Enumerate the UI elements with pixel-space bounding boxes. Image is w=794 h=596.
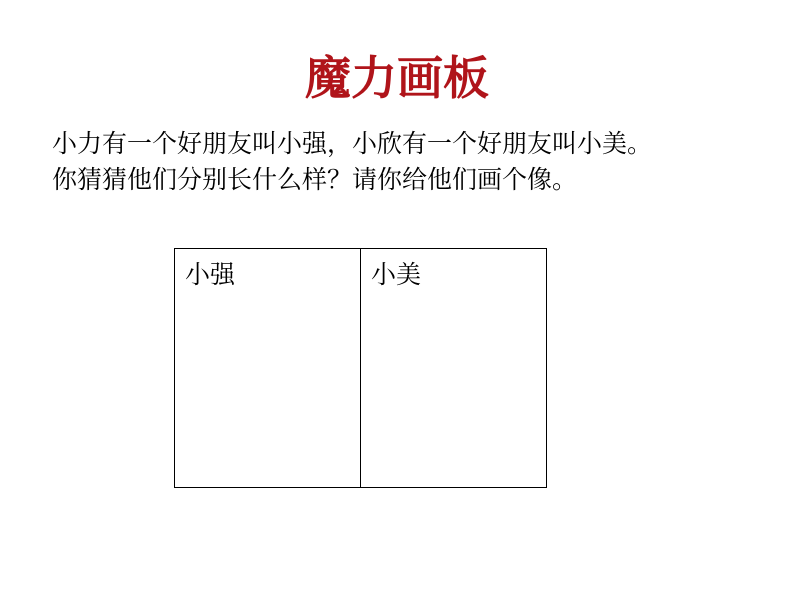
cell-label-xiaoqiang: 小强 — [185, 260, 236, 289]
drawing-cell-xiaoqiang[interactable] — [175, 249, 360, 487]
cell-label-xiaomei: 小美 — [371, 260, 422, 289]
instruction-line-2: 你猜猜他们分别长什么样？请你给他们画个像。 — [52, 165, 578, 194]
instruction-line-1: 小力有一个好朋友叫小强，小欣有一个好朋友叫小美。 — [52, 129, 653, 158]
instruction-paragraph — [52, 126, 788, 198]
slide-title: 魔力画板 — [305, 51, 489, 105]
drawing-table — [174, 248, 547, 488]
drawing-cell-xiaomei[interactable] — [360, 249, 546, 487]
